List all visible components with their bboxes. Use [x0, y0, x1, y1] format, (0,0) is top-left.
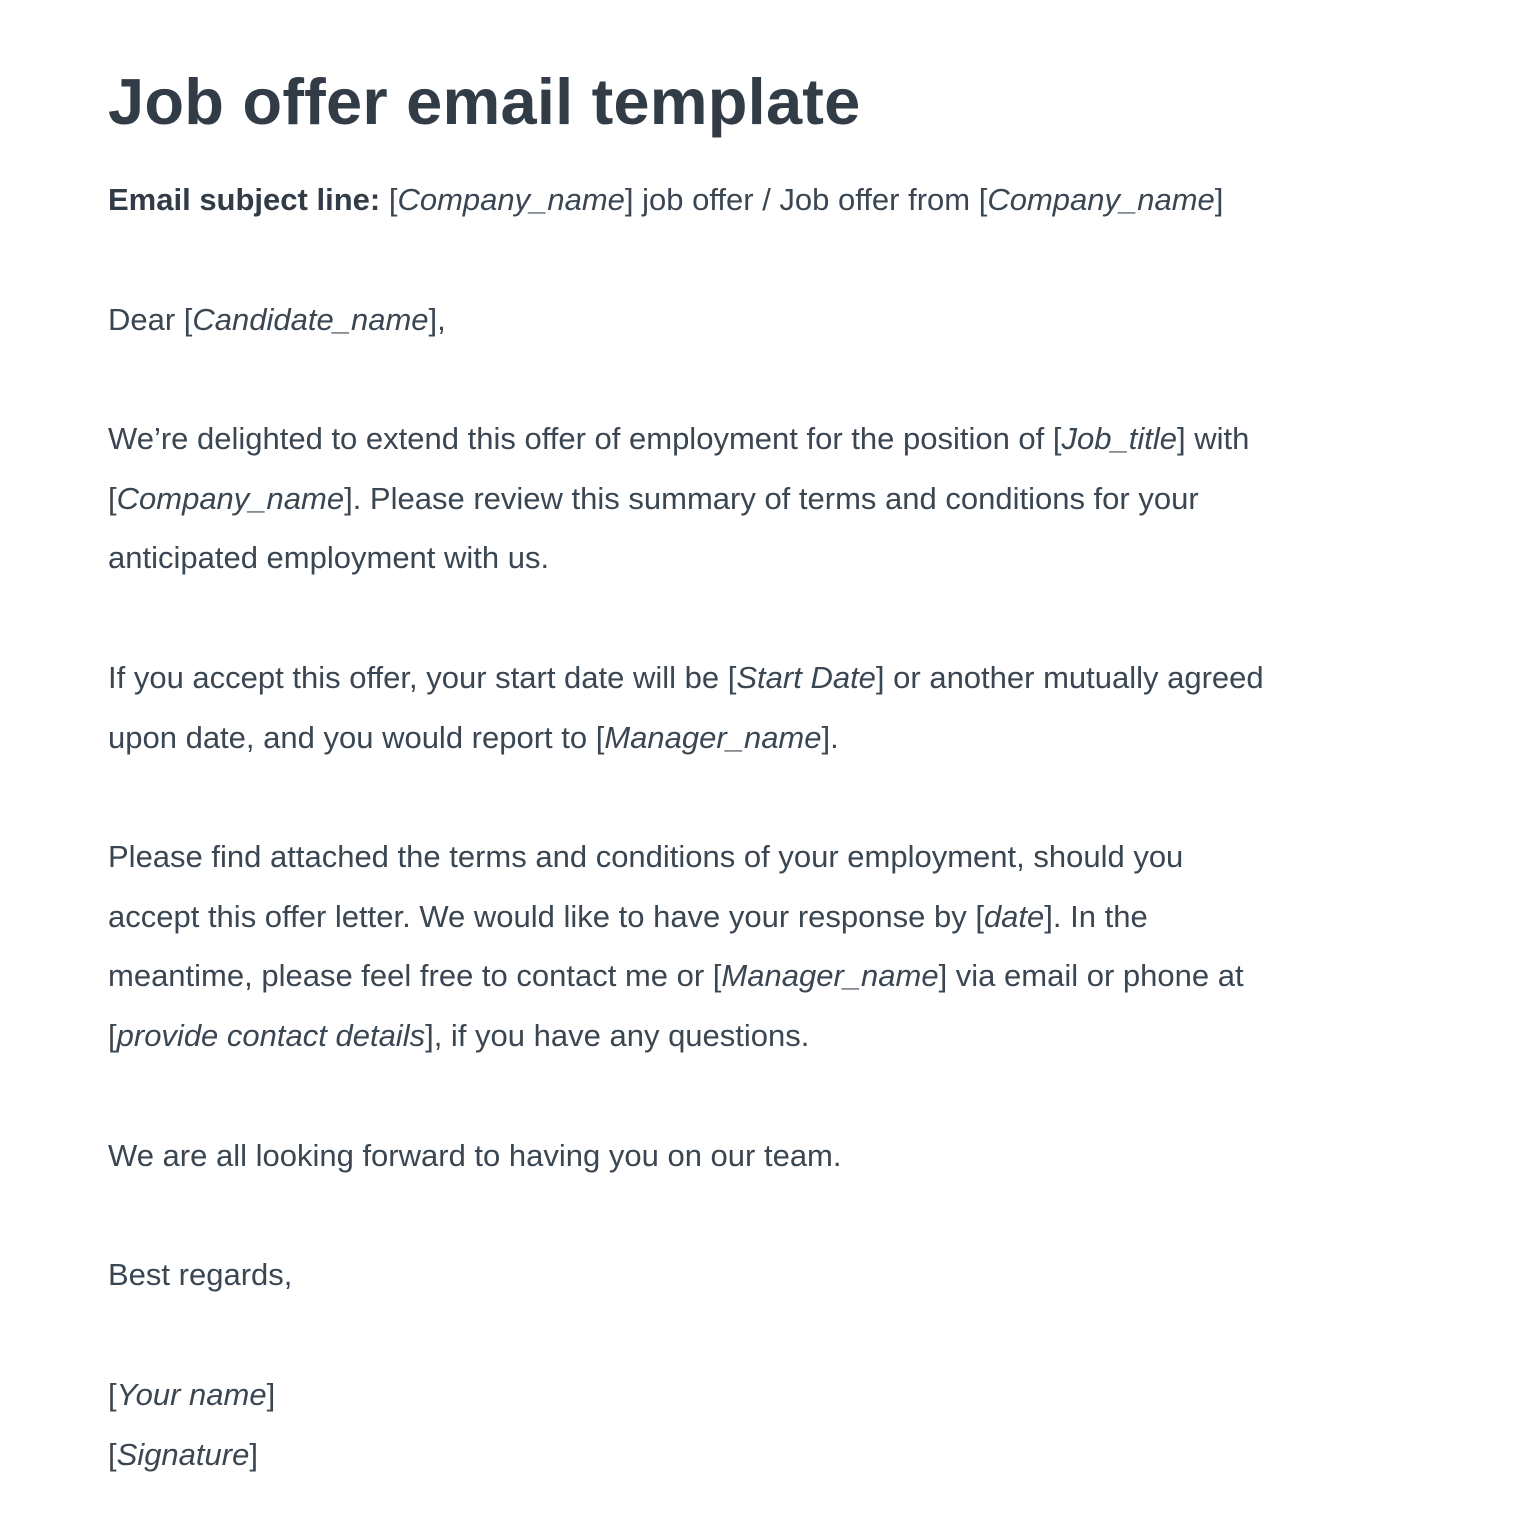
- subject-line: Email subject line: [Company_name] job offer / Job offer from [Company_name]: [108, 182, 1224, 217]
- placeholder-company-name: Company_name: [116, 480, 345, 516]
- placeholder-company-name: Company_name: [987, 182, 1215, 217]
- placeholder-manager-name: Manager_name: [604, 719, 822, 755]
- placeholder-date: date: [983, 898, 1045, 934]
- placeholder-signature: Signature: [116, 1436, 250, 1472]
- sender-signature: [Signature]: [108, 1436, 258, 1472]
- subject-label: Email subject line:: [108, 182, 381, 217]
- page-title: Job offer email template: [108, 65, 861, 138]
- placeholder-start-date: Start Date: [736, 660, 876, 695]
- paragraph-start-date: If you accept this offer, your start date will be [Start Date] or another mutually agreed upon date, and you would report to [Manager_name].: [108, 660, 1264, 755]
- placeholder-job-title: Job_title: [1061, 421, 1177, 456]
- paragraph-terms: Please find attached the terms and conditions of your employment, should you accept this offer letter. We would like to have your response by [date]. In the meantime, please feel free to contact me or [Manager_name] via email or phone at [provide contact details], if you have any questions.: [108, 839, 1244, 1053]
- closing: Best regards,: [108, 1257, 293, 1292]
- sender-name: [Your name]: [108, 1377, 276, 1412]
- greeting: Dear [Candidate_name],: [108, 302, 446, 337]
- placeholder-candidate-name: Candidate_name: [192, 302, 429, 337]
- placeholder-manager-name: Manager_name: [721, 958, 939, 994]
- placeholder-company-name: Company_name: [397, 182, 625, 217]
- paragraph-offer: We’re delighted to extend this offer of employment for the position of [Job_title] with [Company_name]. Please review this summary of terms and conditions for your anticipated employment with us.: [108, 421, 1250, 576]
- placeholder-contact-details: provide contact details: [116, 1017, 426, 1053]
- signature-block: [108, 1365, 275, 1484]
- paragraph-closing-remark: We are all looking forward to having you on our team.: [108, 1138, 842, 1173]
- placeholder-your-name: Your name: [116, 1377, 267, 1412]
